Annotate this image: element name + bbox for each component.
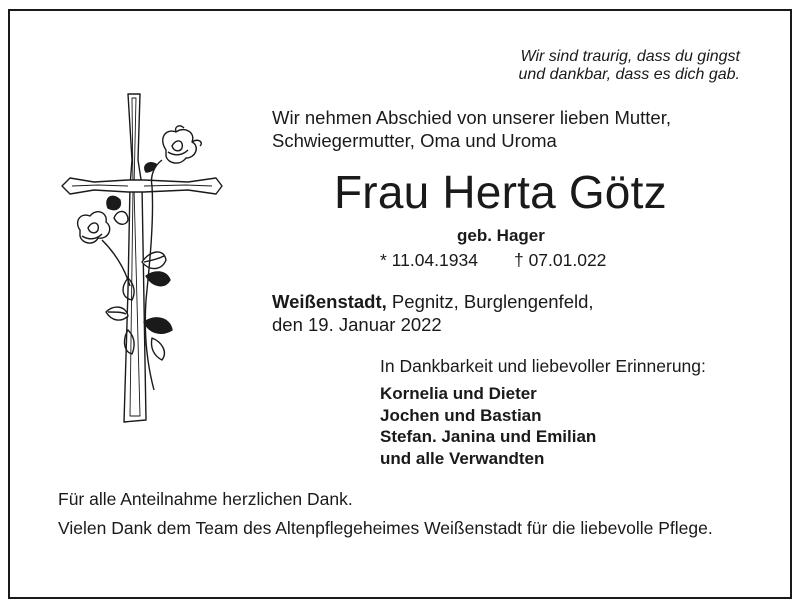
motto-line-1: Wir sind traurig, dass du gingst xyxy=(520,48,740,65)
birth-name: geb. Hager xyxy=(457,226,545,245)
death-date: † 07.01.022 xyxy=(513,250,607,270)
life-dates xyxy=(380,249,606,271)
date-line: den 19. Januar 2022 xyxy=(272,314,442,335)
place-line xyxy=(272,290,594,313)
staff-thanks: Vielen Dank dem Team des Altenpflegeheimes Weißenstadt für die liebevolle Pflege. xyxy=(58,518,713,538)
intro-text xyxy=(272,106,671,152)
place-town: Weißenstadt, xyxy=(272,291,387,312)
motto-line-2: und dankbar, dass es dich gab. xyxy=(518,66,740,83)
intro-line-1: Wir nehmen Abschied von unserer lieben Mutter, xyxy=(272,107,671,128)
thanks-line: Für alle Anteilnahme herzlichen Dank. xyxy=(58,489,353,509)
place-and-date xyxy=(272,290,594,336)
mourner-entry: Kornelia und Dieter xyxy=(380,384,537,403)
mourner-entry: Stefan. Janina und Emilian xyxy=(380,427,597,446)
cross-with-roses-icon xyxy=(58,90,228,435)
birth-date: * 11.04.1934 xyxy=(380,250,478,270)
place-others: Pegnitz, Burglengenfeld, xyxy=(386,291,594,312)
mourners-list xyxy=(380,383,596,469)
deceased-name: Frau Herta Götz xyxy=(334,166,667,218)
gratitude-line: In Dankbarkeit und liebevoller Erinnerung: xyxy=(380,356,706,376)
intro-line-2: Schwiegermutter, Oma und Uroma xyxy=(272,130,557,151)
mourner-entry: Jochen und Bastian xyxy=(380,405,542,425)
mourner-entry: und alle Verwandten xyxy=(380,448,545,468)
motto xyxy=(519,48,741,84)
